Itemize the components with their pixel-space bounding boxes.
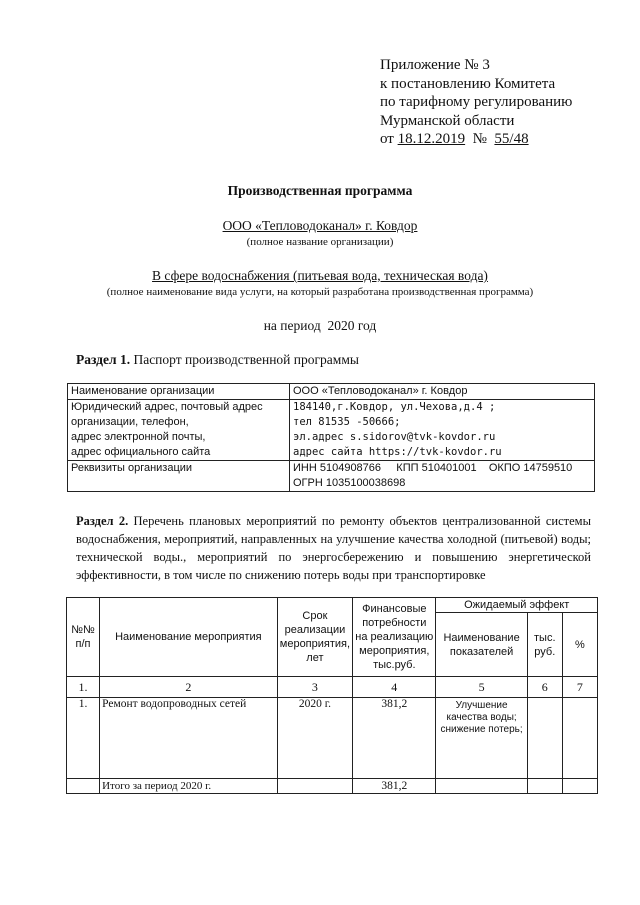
total-finance: 381,2: [353, 779, 436, 794]
col-number: 3: [277, 677, 353, 698]
measures-table: [66, 597, 598, 794]
header-thousand-rub: тыс. руб.: [527, 613, 562, 677]
row-name: Ремонт водопроводных сетей: [100, 698, 278, 779]
table-row: [68, 461, 595, 492]
header-indicator: Наименование показателей: [436, 613, 527, 677]
passport-text: ИНН 5104908766 КПП 510401001 ОКПО 14759510: [293, 462, 573, 474]
appendix-date-prefix: от: [380, 131, 398, 147]
row-term: 2020 г.: [277, 698, 353, 779]
appendix-number: 55/48: [494, 131, 529, 147]
passport-cell-label: [68, 400, 290, 461]
row-finance: 381,2: [353, 698, 436, 779]
row-indicator: Улучшение качества воды; снижение потерь;: [436, 698, 527, 779]
passport-text: организации, телефон,: [71, 416, 189, 428]
header-finance: Финансовые потребности на реализацию мероприятия, тыс.руб.: [353, 598, 436, 677]
header-name: Наименование мероприятия: [100, 598, 278, 677]
table-row: [67, 698, 598, 779]
total-label: Итого за период 2020 г.: [100, 779, 278, 794]
passport-text: Наименование организации: [71, 385, 215, 397]
col-number: 2: [100, 677, 278, 698]
passport-cell-value: [290, 400, 595, 461]
appendix-date: 18.12.2019: [397, 131, 466, 147]
column-numbers-row: [67, 677, 598, 698]
col-number: 5: [436, 677, 527, 698]
table-row: [68, 400, 595, 461]
passport-text: адрес официального сайта: [71, 446, 211, 458]
passport-text: адрес сайта https://tvk-kovdor.ru: [293, 446, 502, 458]
col-number: 6: [527, 677, 562, 698]
passport-cell-value: [290, 461, 595, 492]
col-number: 1.: [67, 677, 100, 698]
total-num-cell: [67, 779, 100, 794]
section2-text: Перечень плановых мероприятий по ремонту объектов централизованной системы водоснабжения, мероприятий, направленных на улучшение качества холодной (питьевой) воды; технической воды., мероприятий по энергосбережению и повышению энергетической эффективности, в том числе по снижению потерь воды при транспортировке: [76, 514, 591, 582]
passport-table: [67, 383, 595, 492]
organization-name: ООО «Тепловодоканал» г. Ковдор: [222, 218, 418, 233]
appendix-line-1: Приложение № 3: [380, 57, 490, 73]
section1-heading: [76, 352, 359, 368]
header-percent: %: [562, 613, 597, 677]
table-row: [68, 384, 595, 400]
passport-text: 184140,г.Ковдор, ул.Чехова,д.4 ;: [293, 401, 496, 413]
header-effect: Ожидаемый эффект: [436, 598, 598, 613]
passport-text: ООО «Тепловодоканал» г. Ковдор: [293, 385, 468, 397]
total-percent-cell: [562, 779, 597, 794]
col-number: 7: [562, 677, 597, 698]
period: на период 2020 год: [263, 318, 377, 333]
passport-text: Юридический адрес, почтовый адрес: [71, 401, 263, 413]
header-term: Срок реализации мероприятия, лет: [277, 598, 353, 677]
appendix-block: [380, 56, 572, 149]
total-term-cell: [277, 779, 353, 794]
passport-text: ОГРН 1035100038698: [293, 477, 406, 489]
total-row: [67, 779, 598, 794]
passport-text: тел 81535 -50666;: [293, 416, 401, 428]
row-num: 1.: [67, 698, 100, 779]
service-name: В сфере водоснабжения (питьевая вода, техническая вода): [152, 268, 488, 283]
table-header-row: [67, 598, 598, 613]
passport-text: эл.адрес s.sidorov@tvk-kovdor.ru: [293, 431, 496, 443]
appendix-date-line: [380, 130, 572, 149]
passport-cell-label: [68, 384, 290, 400]
section2-heading: [76, 512, 591, 584]
appendix-line-2: к постановлению Комитета: [380, 75, 556, 92]
total-thousand-rub-cell: [527, 779, 562, 794]
row-thousand-rub: [527, 698, 562, 779]
service-caption: (полное наименование вида услуги, на который разработана производственная программа): [106, 286, 534, 298]
document-title: Производственная программа: [227, 183, 413, 198]
col-number: 4: [353, 677, 436, 698]
row-percent: [562, 698, 597, 779]
appendix-line-4: Мурманской области: [380, 112, 515, 129]
organization-caption: (полное название организации): [246, 236, 394, 248]
total-indicator-cell: [436, 779, 527, 794]
passport-text: Реквизиты организации: [71, 462, 193, 474]
header-num: №№ п/п: [67, 598, 100, 677]
passport-cell-label: [68, 461, 290, 492]
passport-text: адрес электронной почты,: [71, 431, 206, 443]
passport-cell-value: [290, 384, 595, 400]
section1-title: Паспорт производственной программы: [130, 352, 359, 367]
section2-label: Раздел 2.: [76, 514, 129, 528]
appendix-number-prefix: №: [465, 131, 495, 147]
section1-label: Раздел 1.: [76, 352, 131, 367]
appendix-line-3: по тарифному регулированию: [380, 94, 573, 110]
